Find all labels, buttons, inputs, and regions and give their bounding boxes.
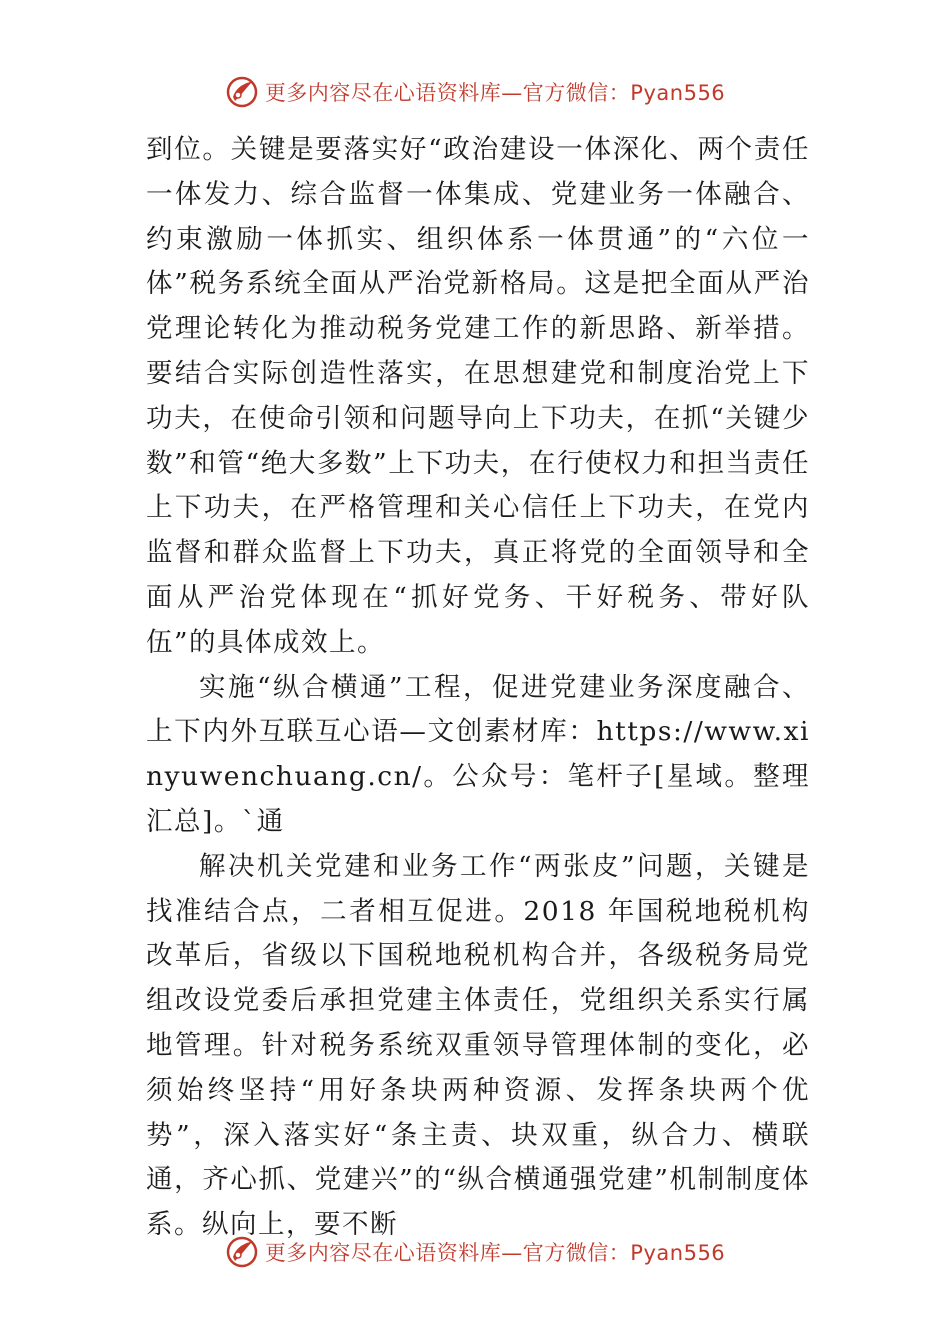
paragraph-3: 解决机关党建和业务工作“两张皮”问题，关键是找准结合点，二者相互促进。2018 年国税地税机构改革后，省级以下国税地税机构合并，各级税务局党组改设党委后承担党建主体责任，党组织关系实行属地管理。针对税务系统双重领导管理体制的变化，必须始终坚持“用好条块两种资源、发挥条块两个优势”，深入落实好“条主责、块双重，纵合力、横联通，齐心抓、党建兴”的“纵合横通强党建”机制制度体系。纵向上，要不断 xyxy=(146,850,810,1241)
paragraph-1: 到位。关键是要落实好“政治建设一体深化、两个责任一体发力、综合监督一体集成、党建业务一体融合、约束激励一体抓实、组织体系一体贯通”的“六位一体”税务系统全面从严治党新格局。这是把全面从严治党理论转化为推动税务党建工作的新思路、新举措。要结合实际创造性落实，在思想建党和制度治党上下功夫，在使命引领和问题导向上下功夫，在抓“关键少数”和管“绝大多数”上下功夫，在行使权力和担当责任上下功夫，在严格管理和关心信任上下功夫，在党内监督和群众监督上下功夫，真正将党的全面领导和全面从严治党体现在“抓好党务、干好税务、带好队伍”的具体成效上。 xyxy=(146,134,810,658)
header-banner xyxy=(0,72,950,112)
footer-banner-text: 更多内容尽在心语资料库—官方微信：Pyan556 xyxy=(264,1241,726,1265)
seal-logo-icon xyxy=(225,1235,259,1269)
seal-logo-icon xyxy=(225,75,259,109)
paragraph-2: 实施“纵合横通”工程，促进党建业务深度融合、上下内外互联互心语—文创素材库：https://www.xinyuwenchuang.cn/。公众号：笔杆子[星域。整理汇总]。`通 xyxy=(146,671,810,837)
header-banner-text: 更多内容尽在心语资料库—官方微信：Pyan556 xyxy=(264,81,726,105)
footer-banner xyxy=(0,1232,950,1272)
document-body xyxy=(146,128,810,1248)
